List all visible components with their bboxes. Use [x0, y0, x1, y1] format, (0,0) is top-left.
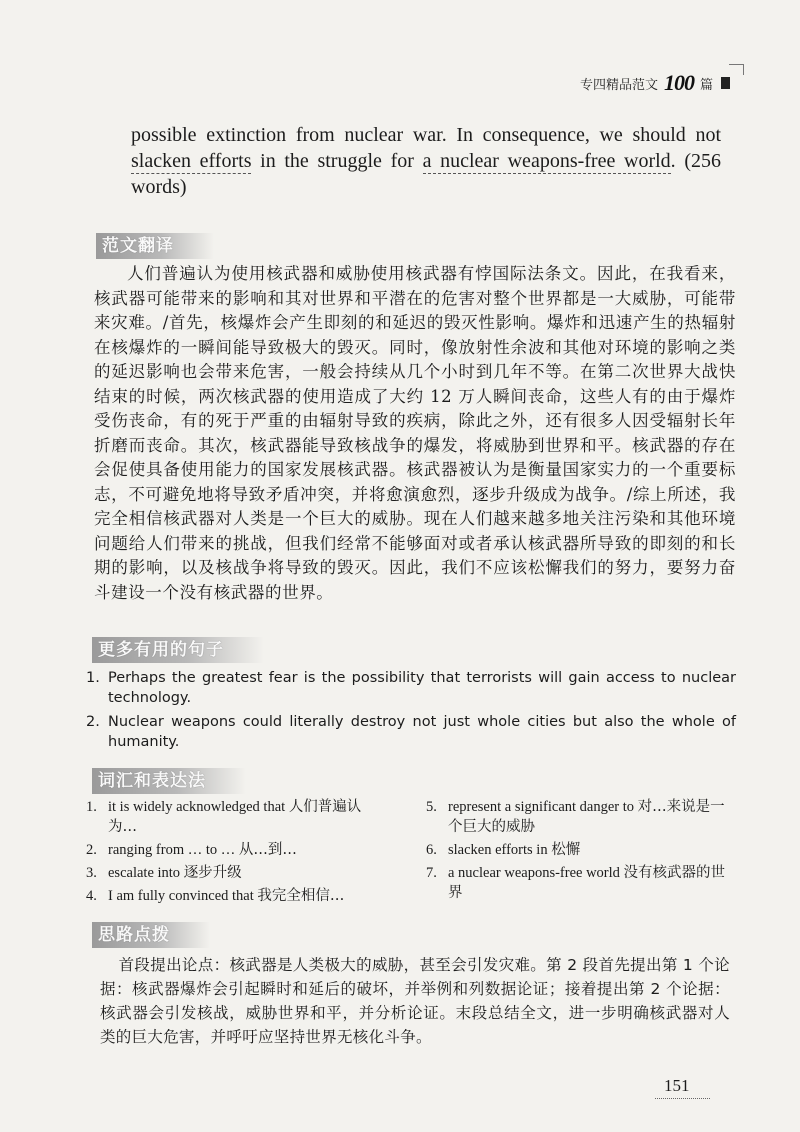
list-item: [86, 840, 386, 860]
vocab-english: slacken efforts in: [448, 842, 548, 858]
vocab-number: 1.: [86, 799, 97, 815]
vocab-english: escalate into: [108, 865, 181, 881]
essay-conclusion: [131, 122, 721, 200]
list-item: [86, 863, 386, 883]
list-item: [426, 840, 736, 860]
vocab-english: ranging from … to …: [108, 842, 236, 858]
header-mark-icon: [721, 77, 730, 89]
sentence-text: Nuclear weapons could literally destroy not just whole cities but also the whole of humanity.: [108, 714, 736, 750]
sentence-number: 2.: [86, 714, 100, 730]
vocab-list-right: [426, 797, 736, 906]
essay-text-2: in the struggle for: [251, 150, 423, 172]
vocab-english: it is widely acknowledged that: [108, 799, 286, 815]
list-item: [86, 797, 386, 837]
essay-text-1: possible extinction from nuclear war. In consequence, we should not: [131, 124, 721, 146]
essay-underline-1: slacken efforts: [131, 150, 252, 172]
vocab-chinese: 对…来说是一个巨大的威胁: [448, 799, 725, 835]
series-unit: 篇: [699, 77, 713, 93]
vocab-english: a nuclear weapons-free world: [448, 865, 620, 881]
list-item: [86, 668, 736, 708]
essay-text-3: . (256 words): [131, 150, 721, 198]
vocab-chinese: 从…到…: [238, 842, 297, 858]
vocab-english: I am fully convinced that: [108, 888, 254, 904]
section-title-translation: 范文翻译: [96, 233, 214, 259]
vocab-chinese: 人们普遍认为…: [108, 799, 362, 835]
translation-paragraph: 人们普遍认为使用核武器和威胁使用核武器有悖国际法条文。因此，在我看来，核武器可能带来的影响和其对世界和平潜在的危害对整个世界都是一大威胁，可能带来灾难。/首先，核爆炸会产生即刻的和延迟的毁灭性影响。爆炸和迅速产生的热辐射在核爆炸的一瞬间能导致极大的毁灭。同时，像放射性余波和其他对环境的影响之类的延迟影响也会带来危害，一般会持续从几个小时到几年不等。在第二次世界大战快结束的时候，两次核武器的使用造成了大约 12 万人瞬间丧命，这些人有的由于爆炸受伤丧命，有的死于严重的由辐射导致的疾病，除此之外，还有很多人因受辐射长年折磨而丧命。其次，核武器能导致核战争的爆发，将威胁到世界和平。核武器的存在会促使具备使用能力的国家发展核武器。核武器被认为是衡量国家实力的一个重要标志，不可避免地将导致矛盾冲突，并将愈演愈烈，逐步升级成为战争。/综上所述，我完全相信核武器对人类是一个巨大的威胁。现在人们越来越多地关注污染和其他环境问题给人们带来的挑战，但我们经常不能够面对或者承认核武器所导致的即刻的和长期的影响，以及核战争将导致的毁灭。因此，我们不应该松懈我们的努力，要努力奋斗建设一个没有核武器的世界。: [94, 264, 736, 602]
list-item: [86, 886, 386, 906]
useful-sentences-list: [86, 668, 736, 756]
vocab-number: 3.: [86, 865, 97, 881]
vocab-chinese: 松懈: [551, 842, 581, 858]
vocab-number: 2.: [86, 842, 97, 858]
list-item: [426, 863, 736, 903]
vocab-chinese: 逐步升级: [183, 865, 242, 881]
vocab-english: represent a significant danger to: [448, 799, 635, 815]
analysis-paragraph: 首段提出论点：核武器是人类极大的威胁，甚至会引发灾难。第 2 段首先提出第 1 个论据：核武器爆炸会引起瞬时和延后的破坏，并举例和列数据论证；接着提出第 2 个论据：核武器会引发核战，威胁世界和平，并分析论证。末段总结全文，进一步明确核武器对人类的巨大危害，并呼吁应坚持世界无核化斗争。: [100, 956, 730, 1046]
section-title-sentences: 更多有用的句子: [92, 637, 264, 663]
vocab-number: 4.: [86, 888, 97, 904]
section-title-vocab: 词汇和表达法: [92, 768, 246, 794]
translation-block: [94, 262, 736, 605]
section-title-analysis: 思路点拨: [92, 922, 210, 948]
header-decoration-icon: [729, 64, 744, 75]
list-item: [426, 797, 736, 837]
list-item: [86, 712, 736, 752]
sentence-number: 1.: [86, 670, 100, 686]
running-header: [580, 70, 730, 96]
essay-underline-2: a nuclear weapons-free world: [422, 150, 671, 172]
vocab-number: 5.: [426, 799, 437, 815]
vocab-chinese: 没有核武器的世界: [448, 865, 726, 901]
vocab-list-left: [86, 797, 386, 909]
series-number: 100: [663, 70, 694, 95]
vocab-number: 7.: [426, 865, 437, 881]
vocab-chinese: 我完全相信…: [257, 888, 345, 904]
sentence-text: Perhaps the greatest fear is the possibility that terrorists will gain access to nuclear technology.: [108, 670, 736, 706]
vocab-number: 6.: [426, 842, 437, 858]
series-title: 专四精品范文: [579, 77, 658, 93]
page-number-decoration-icon: [655, 1098, 710, 1105]
page-number: 151: [664, 1076, 690, 1095]
